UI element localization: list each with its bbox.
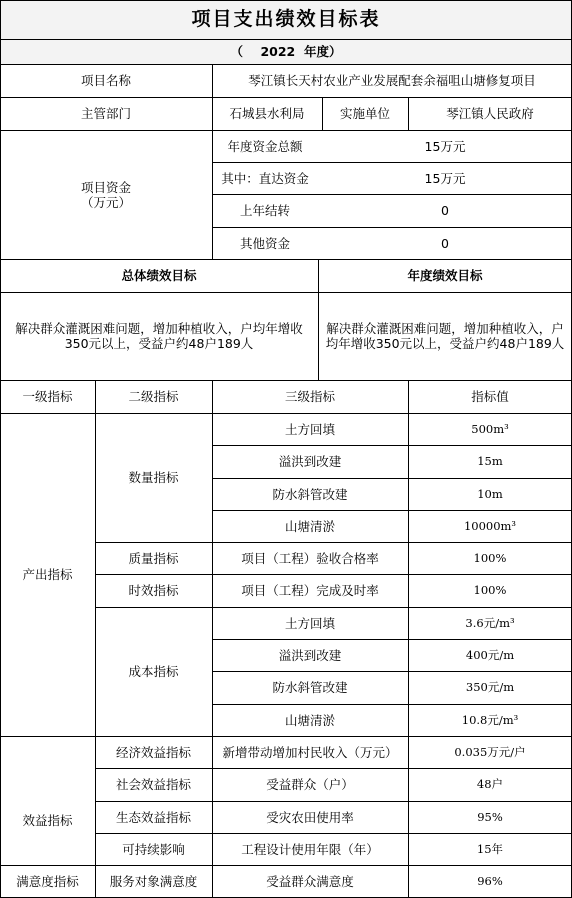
fund-carryover-value: 0 xyxy=(441,203,449,218)
sustainable-item-name: 工程设计使用年限（年） xyxy=(241,841,379,857)
header-value: 指标值 xyxy=(471,389,509,404)
satisfaction-indicator-label: 满意度指标 xyxy=(16,873,79,889)
annual-goal-text: 解决群众灌溉困难问题，增加种植收入，户均年增收350元以上，受益户约48户189人 xyxy=(325,321,565,351)
quantity-item-value: 500m³ xyxy=(471,421,509,436)
quantity-indicator-label: 数量指标 xyxy=(128,470,179,485)
fund-other-value: 0 xyxy=(441,235,449,251)
satisfaction-item-value: 96% xyxy=(477,873,503,888)
social-item-name: 受益群众（户） xyxy=(266,777,354,792)
quantity-item-name: 防水斜管改建 xyxy=(272,486,348,502)
sustainable-item-value: 15年 xyxy=(476,841,504,856)
quality-item-value: 100% xyxy=(473,550,507,565)
project-funds-label: 项目资金 （万元） xyxy=(80,179,131,210)
economic-item-name: 新增带动增加村民收入（万元） xyxy=(222,744,398,760)
project-name-value: 琴江镇长天村农业产业发展配套余福咀山塘修复项目 xyxy=(248,73,536,88)
timeliness-item-name: 项目（工程）完成及时率 xyxy=(241,583,379,598)
quantity-item-value: 15m xyxy=(477,454,503,468)
quantity-item-name: 山塘清淤 xyxy=(284,518,335,534)
timeliness-item-value: 100% xyxy=(473,583,507,597)
cost-item-value: 10.8元/m³ xyxy=(461,712,519,727)
header-level2: 二级指标 xyxy=(128,389,179,404)
cost-item-value: 350元/m xyxy=(465,680,515,694)
year-label: （ 2022 年度） xyxy=(230,44,342,59)
implementing-unit-value: 琴江镇人民政府 xyxy=(446,106,534,121)
fund-direct-label: 其中：直达资金 xyxy=(221,170,309,186)
fund-other-label: 其他资金 xyxy=(239,235,290,251)
page-title: 项目支出绩效目标表 xyxy=(191,8,381,30)
cost-item-name: 山塘清淤 xyxy=(284,712,335,728)
cost-item-value: 400元/m xyxy=(465,647,515,662)
cost-item-value: 3.6元/m³ xyxy=(465,615,515,630)
cost-indicator-label: 成本指标 xyxy=(128,664,179,679)
social-item-value: 48户 xyxy=(476,777,504,791)
department-value: 石城县水利局 xyxy=(229,106,305,121)
quantity-item-value: 10000m³ xyxy=(463,518,517,533)
cost-item-name: 土方回填 xyxy=(284,615,335,631)
header-level3: 三级指标 xyxy=(284,389,335,404)
cost-item-name: 溢洪到改建 xyxy=(278,647,342,663)
economic-item-value: 0.035万元/户 xyxy=(454,744,526,759)
project-name-label: 项目名称 xyxy=(80,73,131,88)
header-level1: 一级指标 xyxy=(22,389,73,404)
overall-goal-header: 总体绩效目标 xyxy=(121,268,197,283)
quantity-item-name: 土方回填 xyxy=(284,421,335,437)
satisfaction-sub-label: 服务对象满意度 xyxy=(109,873,198,889)
cost-item-name: 防水斜管改建 xyxy=(272,680,348,695)
fund-total-label: 年度资金总额 xyxy=(227,138,303,154)
annual-goal-header: 年度绩效目标 xyxy=(407,268,483,283)
quality-indicator-label: 质量指标 xyxy=(128,550,179,566)
quality-item-name: 项目（工程）验收合格率 xyxy=(241,550,379,566)
overall-goal-text: 解决群众灌溉困难问题，增加种植收入，户均年增收350元以上，受益户约48户189人 xyxy=(15,321,303,351)
economic-indicator-label: 经济效益指标 xyxy=(115,744,191,760)
quantity-item-name: 溢洪到改建 xyxy=(278,454,342,469)
sustainable-indicator-label: 可持续影响 xyxy=(122,841,185,857)
quantity-item-value: 10m xyxy=(477,486,503,501)
ecological-indicator-label: 生态效益指标 xyxy=(115,809,191,825)
timeliness-indicator-label: 时效指标 xyxy=(128,583,179,598)
fund-carryover-label: 上年结转 xyxy=(239,203,290,218)
output-indicator-label: 产出指标 xyxy=(22,567,73,582)
benefit-indicator-label: 效益指标 xyxy=(22,813,73,828)
fund-direct-value: 15万元 xyxy=(424,170,466,186)
ecological-item-name: 受灾农田使用率 xyxy=(266,809,354,825)
social-indicator-label: 社会效益指标 xyxy=(115,777,191,792)
department-label: 主管部门 xyxy=(80,106,131,121)
implementing-unit-label: 实施单位 xyxy=(339,106,390,121)
satisfaction-item-name: 受益群众满意度 xyxy=(266,873,354,889)
fund-total-value: 15万元 xyxy=(424,138,466,154)
ecological-item-value: 95% xyxy=(477,809,503,824)
